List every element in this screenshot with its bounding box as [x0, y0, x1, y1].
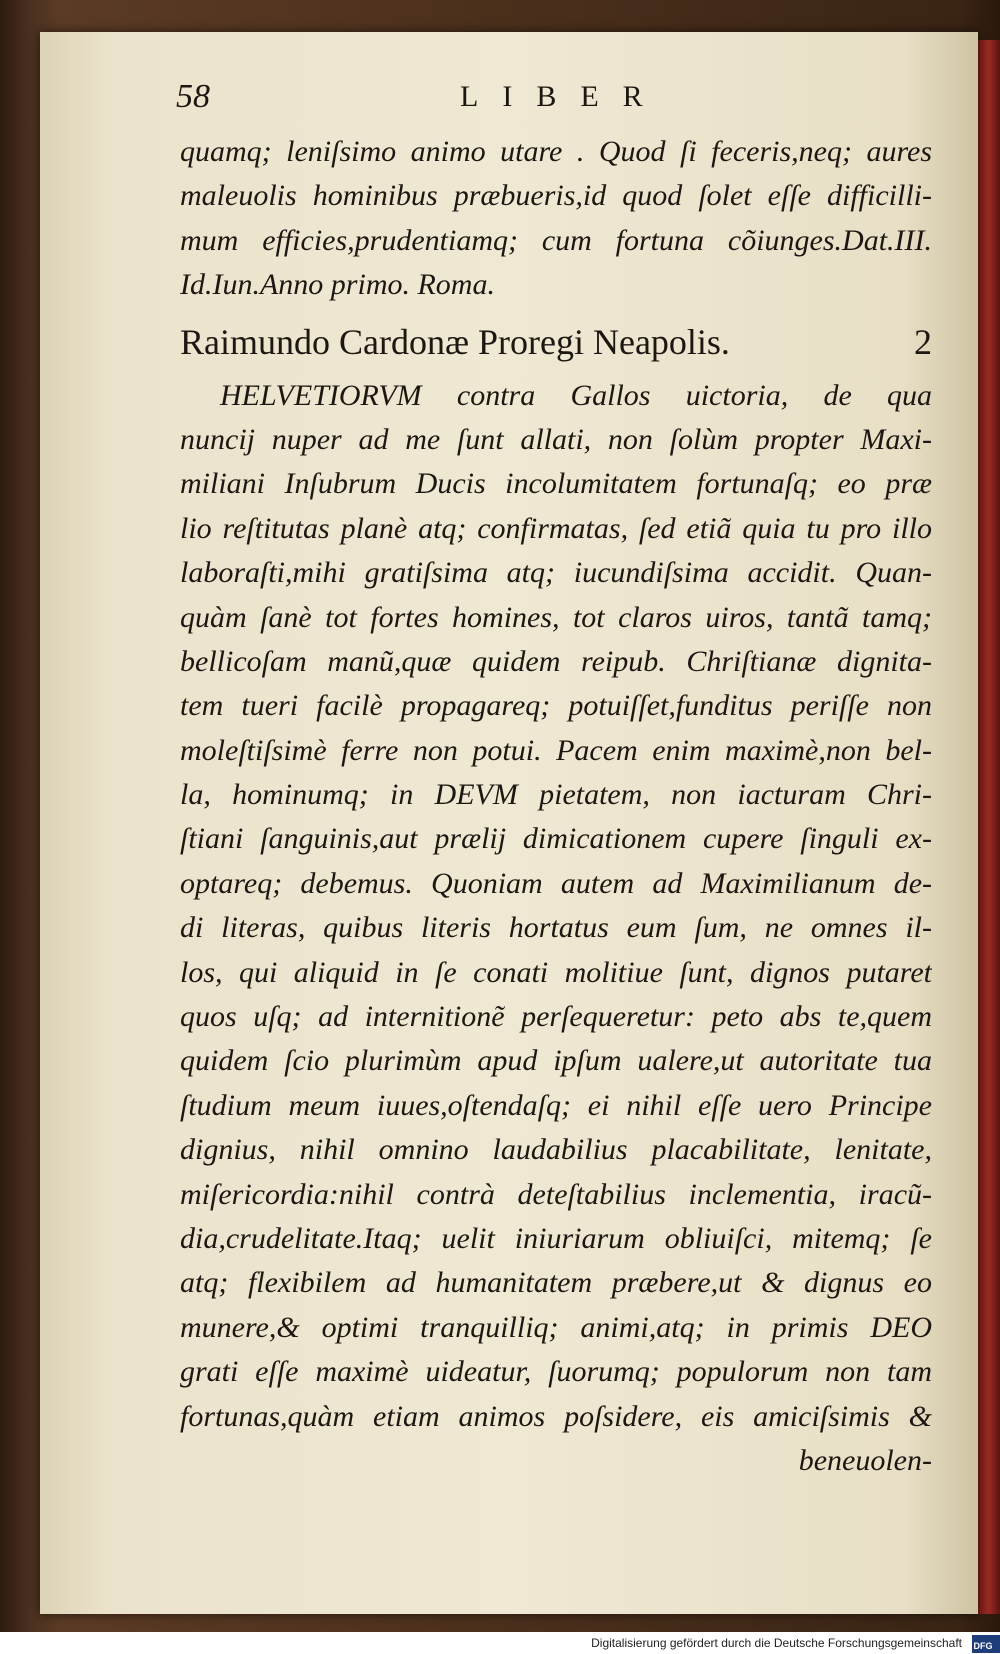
- text-line: miſericordia:nihil contrà deteſtabilius inclementia, iracũ-: [180, 1177, 932, 1211]
- text-line: Id.Iun.Anno primo. Roma.: [180, 268, 495, 302]
- text-line: tem tueri facilè propagareq; potuiſſet,funditus periſſe non: [180, 689, 932, 723]
- footer-credit: Digitalisierung gefördert durch die Deutsche Forschungsgemeinschaft: [591, 1636, 962, 1650]
- text-line: la, hominumq; in DEVM pietatem, non iacturam Chri-: [180, 778, 932, 812]
- text-line: miliani Inſubrum Ducis incolumitatem fortunaſq; eo præ: [180, 467, 932, 501]
- text-line: mum efficies,prudentiamq; cum fortuna cõiunges.Dat.III.: [180, 223, 932, 257]
- text-line: atq; flexibilem ad humanitatem præbere,ut & dignus eo: [180, 1266, 932, 1300]
- text-line: grati eſſe maximè uideatur, ſuorumq; populorum non tam: [180, 1355, 932, 1389]
- text-line: quàm ſanè tot fortes homines, tot claros uiros, tantã tamq;: [180, 600, 932, 634]
- letter-body: [180, 374, 932, 1484]
- page-text: [180, 130, 932, 1483]
- text-line: ſtiani ſanguinis,aut prælij dimicationem cupere ſinguli ex-: [180, 822, 932, 856]
- digitization-footer: [0, 1632, 1000, 1654]
- dfg-logo-icon: DFG: [972, 1635, 1000, 1653]
- page-number: 58: [176, 78, 210, 115]
- text-line: ſtudium meum iuues,oſtendaſq; ei nihil eſſe uero Principe: [180, 1088, 932, 1122]
- text-line: dia,crudelitate.Itaq; uelit iniuriarum obliuiſci, mitemq; ſe: [180, 1221, 932, 1255]
- letter-heading: [180, 314, 932, 370]
- text-line: quidem ſcio plurimùm apud ipſum ualere,ut autoritate tua: [180, 1044, 932, 1078]
- running-head: LIBER: [460, 80, 667, 113]
- text-line: bellicoſam manũ,quæ quidem reipub. Chriſtianæ dignita-: [180, 644, 932, 678]
- text-line: optareq; debemus. Quoniam autem ad Maximilianum de-: [180, 866, 932, 900]
- text-line: fortunas,quàm etiam animos poſsidere, eis amiciſsimis &: [180, 1399, 932, 1433]
- text-line: dignius, nihil omnino laudabilius placabilitate, lenitate,: [180, 1133, 932, 1167]
- text-line: munere,& optimi tranquilliq; animi,atq; in primis DEO: [180, 1310, 932, 1344]
- text-line: nuncij nuper ad me ſunt allati, non ſolùm propter Maxi-: [180, 422, 932, 456]
- intro-paragraph: [180, 130, 932, 308]
- text-line: moleſtiſsimè ferre non potui. Pacem enim maximè,non bel-: [180, 733, 932, 767]
- text-line: los, qui aliquid in ſe conati molitiue ſunt, dignos putaret: [180, 955, 932, 989]
- text-line: quamq; leniſsimo animo utare . Quod ſi feceris,neq; aures: [180, 135, 932, 168]
- catchword: beneuolen-: [798, 1443, 932, 1477]
- book-edge: [978, 40, 1000, 1614]
- text-line: quos uſq; ad internitionẽ perſequeretur: peto abs te,quem: [180, 1000, 932, 1034]
- text-line: maleuolis hominibus præbueris,id quod ſolet eſſe difficilli-: [180, 179, 932, 213]
- text-line: lio reſtitutas planè atq; confirmatas, ſed etiã quia tu pro illo: [180, 511, 932, 545]
- letter-number: 2: [914, 321, 932, 362]
- text-line: laboraſti,mihi gratiſsima atq; iucundiſsima accidit. Quan-: [180, 556, 932, 590]
- letter-heading-title: Raimundo Cardonæ Proregi Neapolis.: [180, 321, 730, 362]
- text-line: HELVETIORVM contra Gallos uictoria, de qua: [220, 378, 932, 412]
- text-line: di literas, quibus literis hortatus eum ſum, ne omnes il-: [180, 911, 932, 945]
